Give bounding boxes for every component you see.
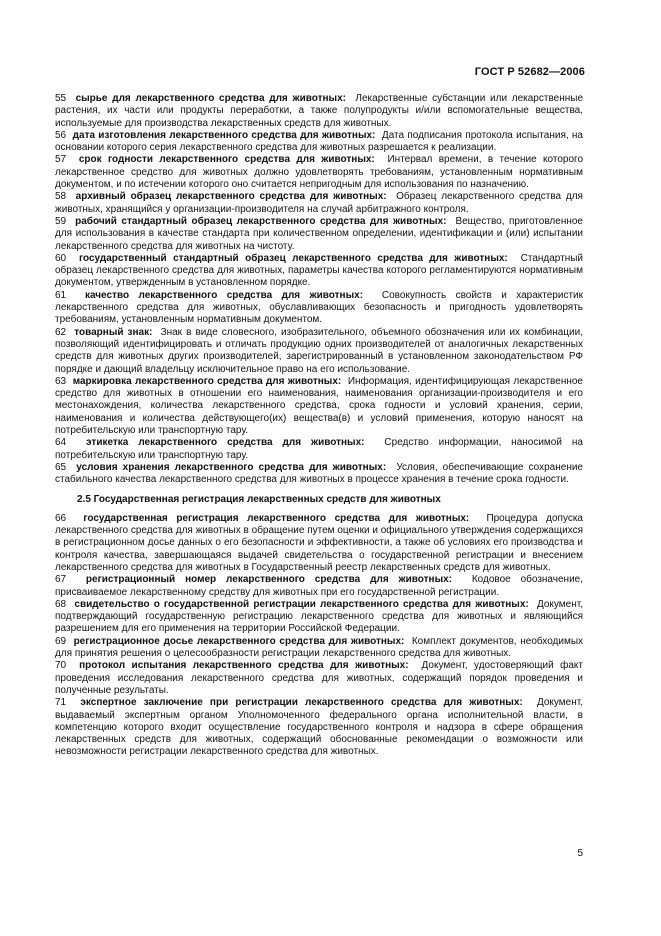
term-number: 57 xyxy=(55,154,67,166)
term-name: качество лекарственного средства для животных: xyxy=(84,289,364,301)
term-entry xyxy=(55,327,583,376)
term-definition: Дата подписания протокола испытания, на основании которого серия лекарственного средства для животных разрешается к реализации. xyxy=(55,129,583,154)
term-number: 71 xyxy=(55,697,67,709)
term-number: 55 xyxy=(55,93,67,104)
term-number: 58 xyxy=(55,191,67,203)
term-entry xyxy=(55,697,583,758)
term-name: архивный образец лекарственного средства для животных: xyxy=(75,191,387,203)
term-number: 64 xyxy=(55,437,67,449)
term-number: 56 xyxy=(55,129,67,141)
term-definition: Документ, выдаваемый экспертным органом Уполномоченного федерального органа исполнительной власти, в компетенцию которого входит осуществление государственного контроля и надзора в сфере обращения лекарственных средств для животных, содержащий обоснованные рекомендации о возможности или невозможности регистрации лекарственного средства для животных. xyxy=(55,697,583,758)
term-number: 59 xyxy=(55,215,67,227)
term-name: маркировка лекарственного средства для животных: xyxy=(72,375,342,387)
terms-list-part-1 xyxy=(55,93,583,487)
term-definition: Интервал времени, в течение которого лекарственное средство для животных должно удовлетворять требованиям, установленным нормативным документом, и по истечении которого оно считается непригодным для использования по назначению. xyxy=(55,154,584,191)
term-number: 60 xyxy=(55,252,67,264)
term-definition: Вещество, приготовленное для использования в качестве стандарта при количественном определении, идентификации и (или) испытании лекарственного средства для животных на чистоту. xyxy=(55,215,583,252)
term-entry xyxy=(55,599,583,636)
term-entry xyxy=(55,376,583,437)
term-number: 67 xyxy=(55,574,67,586)
term-name: условия хранения лекарственного средства для животных: xyxy=(76,461,387,473)
term-entry xyxy=(55,253,583,290)
terms-list-part-2 xyxy=(55,513,583,759)
term-name: сырье для лекарственного средства для животных: xyxy=(75,93,346,104)
term-definition: Условия, обеспечивающие сохранение стабильного качества лекарственного средства для животных в процессе хранения в течение срока годности. xyxy=(55,461,583,486)
document-body xyxy=(55,93,583,759)
term-entry xyxy=(55,513,583,574)
term-entry xyxy=(55,93,583,130)
term-number: 66 xyxy=(55,512,67,524)
term-definition: Документ, удостоверяющий факт проведения исследования лекарственного средства для животных, содержащий порядок проведения и полученные результаты. xyxy=(55,660,583,696)
term-name: государственный стандартный образец лекарственного средства для животных: xyxy=(78,252,508,264)
term-entry xyxy=(55,462,583,487)
term-entry xyxy=(55,636,583,661)
term-name: экспертное заключение при регистрации лекарственного средства для животных: xyxy=(80,697,523,709)
term-entry xyxy=(55,191,583,216)
term-number: 63 xyxy=(55,375,67,387)
term-entry xyxy=(55,290,583,327)
term-definition: Комплект документов, необходимых для принятия решения о целесообразности регистрации лекарственного средства для животных. xyxy=(55,635,584,660)
term-entry xyxy=(55,154,583,191)
document-header: ГОСТ Р 52682—2006 xyxy=(474,66,585,78)
term-name: регистрационный номер лекарственного средства для животных: xyxy=(85,574,453,586)
term-number: 70 xyxy=(55,660,67,672)
term-entry xyxy=(55,574,583,599)
term-name: свидетельство о государственной регистрации лекарственного средства для животных: xyxy=(74,598,529,610)
term-number: 61 xyxy=(55,289,67,301)
term-name: этикетка лекарственного средства для животных: xyxy=(86,437,365,449)
term-name: государственная регистрация лекарственного средства для животных: xyxy=(83,512,470,524)
term-definition: Совокупность свойств и характеристик лекарственного средства для животных, обуславливающих безопасность и пригодность удовлетворять требованиям, установленным нормативным документом. xyxy=(55,289,583,326)
term-number: 62 xyxy=(55,326,67,338)
term-number: 69 xyxy=(55,635,67,647)
term-name: срок годности лекарственного средства для животных: xyxy=(78,154,375,166)
term-definition: Средство информации, наносимой на потребительскую или транспортную тару. xyxy=(55,437,583,461)
term-number: 65 xyxy=(55,461,67,473)
section-heading: 2.5 Государственная регистрация лекарственных средств для животных xyxy=(77,493,441,505)
term-definition: Образец лекарственного средства для животных, хранящийся у организации-производителя на случай арбитражного контроля. xyxy=(55,191,583,215)
term-definition: Знак в виде словесного, изобразительного, объемного обозначения или их комбинации, позволяющий идентифицировать и отличать продукцию одних производителей от аналогичных лекарственных средств для животных других производителей, зарегистрированный в установленном законодательством РФ порядке и дающий владельцу исключительное право на его использование. xyxy=(55,326,583,375)
term-name: протокол испытания лекарственного средства для животных: xyxy=(79,660,409,672)
term-entry xyxy=(55,216,583,253)
term-name: товарный знак: xyxy=(74,326,153,338)
term-entry xyxy=(55,660,583,697)
term-definition: Информация, идентифицирующая лекарственное средство для животных в отношении его наименования, наименования организации-производителя и его местонахождения, количества лекарственного средства, срока годности и условий хранения, серии, наименования и количества действующего(их) вещества(в) и условий применения, которую наносят на потребительскую или транспортную тару. xyxy=(55,375,583,437)
term-name: регистрационное досье лекарственного средства для животных: xyxy=(73,635,405,647)
term-definition: Кодовое обозначение, присваиваемое лекарственному средству для животных при его государственной регистрации. xyxy=(55,574,583,598)
term-entry xyxy=(55,437,583,462)
term-entry xyxy=(55,130,583,155)
term-number: 68 xyxy=(55,598,67,610)
page-number: 5 xyxy=(577,848,583,859)
term-name: рабочий стандартный образец лекарственного средства для животных: xyxy=(75,215,447,227)
term-name: дата изготовления лекарственного средства для животных: xyxy=(72,129,376,141)
term-definition: Документ, подтверждающий государственную регистрацию лекарственного средства для животных и являющийся разрешением для его применения на территории Российской Федерации. xyxy=(55,598,584,635)
term-definition: Лекарственные субстанции или лекарственные растения, их части или продукты переработки, а также полупродукты и/или вспомогательные вещества, используемые для производства лекарственных средств для животных. xyxy=(55,93,584,129)
term-definition: Стандартный образец лекарственного средства для животных, параметры качества которого регламентируются нормативным документом, утвержденным в установленном порядке. xyxy=(55,252,584,289)
term-definition: Процедура допуска лекарственного средства для животных в обращение путем оценки и официального утверждения содержащихся в регистрационном досье данных о его безопасности и эффективности, а также об условиях его производства и контроля качества, завершающаяся выдачей свидетельства о государственной регистрации и внесением лекарственного средства для животных в Государственный реестр лекарственных средств для животных. xyxy=(55,512,583,573)
